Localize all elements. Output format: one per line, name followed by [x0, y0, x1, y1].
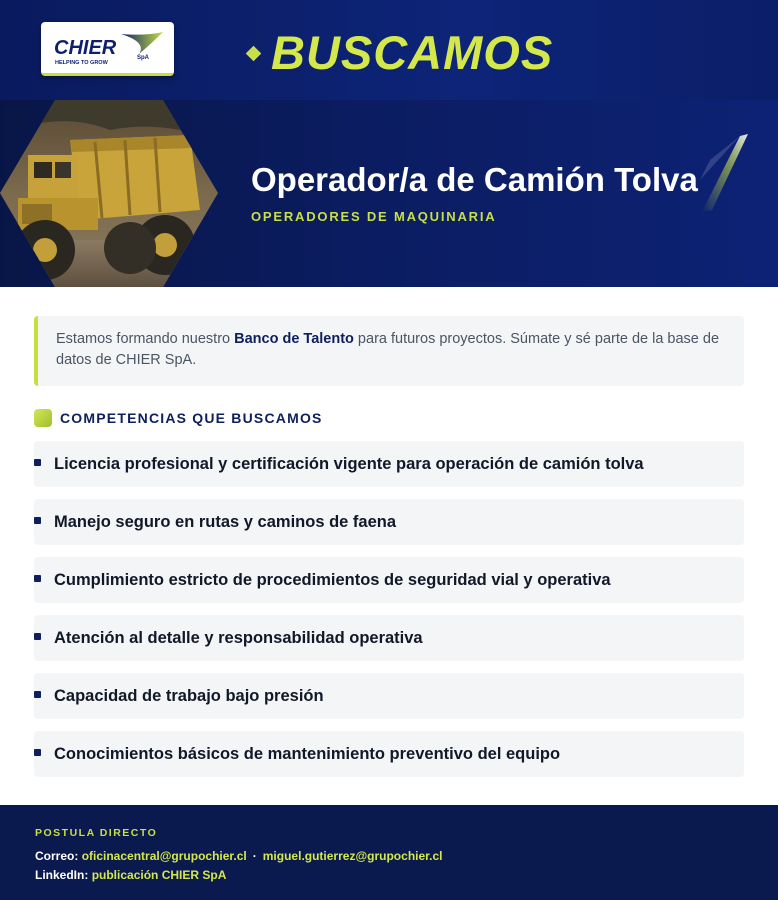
bullet-icon	[34, 575, 41, 582]
job-subtitle: OPERADORES DE MAQUINARIA	[251, 209, 497, 224]
headline: BUSCAMOS	[271, 25, 554, 79]
logo-swoosh-icon	[51, 30, 166, 70]
competency-text: Manejo seguro en rutas y caminos de faena	[54, 512, 397, 531]
footer-label: POSTULA DIRECTO	[35, 827, 158, 839]
list-item	[34, 557, 744, 603]
list-item	[34, 673, 744, 719]
intro-highlight: Banco de Talento	[234, 331, 354, 347]
intro-text-before: Estamos formando nuestro	[56, 331, 235, 347]
truck-photo	[0, 100, 218, 287]
email-link-miguel[interactable]: miguel.gutierrez@grupochier.cl	[262, 849, 443, 863]
competency-text: Conocimientos básicos de mantenimiento preventivo del equipo	[54, 744, 561, 763]
competencies-list	[34, 441, 744, 789]
list-item	[34, 499, 744, 545]
bullet-icon	[34, 459, 41, 466]
competencies-header	[34, 409, 323, 427]
bullet-icon	[34, 691, 41, 698]
competency-text: Licencia profesional y certificación vigente para operación de camión tolva	[54, 454, 644, 473]
competencies-title: COMPETENCIAS QUE BUSCAMOS	[60, 410, 323, 426]
logo-tagline: HELPING TO GROW	[55, 60, 108, 66]
square-icon	[34, 409, 52, 427]
competency-text: Atención al detalle y responsabilidad operativa	[54, 628, 423, 647]
headline-group	[248, 24, 553, 80]
intro-text-after: para futuros proyectos. Súmate y sé parte de la base de datos de CHIER SpA.	[56, 331, 720, 368]
job-title: Operador/a de Camión Tolva	[251, 161, 698, 198]
linkedin-label: LinkedIn:	[35, 868, 89, 882]
company-logo[interactable]	[41, 22, 174, 76]
competency-text: Capacidad de trabajo bajo presión	[54, 686, 324, 705]
bullet-icon	[34, 749, 41, 756]
logo-text: CHIER	[54, 37, 117, 59]
flare-icon	[690, 130, 750, 220]
intro-callout	[34, 316, 744, 386]
footer-email-line	[35, 847, 778, 866]
list-item	[34, 615, 744, 661]
footer-contact	[0, 805, 778, 900]
bullet-icon	[34, 517, 41, 524]
logo-suffix: SpA	[137, 55, 149, 61]
competency-text: Cumplimiento estricto de procedimientos de seguridad vial y operativa	[54, 570, 611, 589]
list-item	[34, 731, 744, 777]
email-label: Correo:	[35, 849, 79, 863]
bullet-icon	[34, 633, 41, 640]
header-banner	[0, 0, 778, 287]
diamond-icon	[246, 45, 262, 61]
footer-linkedin-line	[35, 866, 778, 885]
email-link-central[interactable]: oficinacentral@grupochier.cl	[81, 849, 247, 863]
linkedin-link[interactable]: publicación CHIER SpA	[91, 868, 227, 882]
list-item	[34, 441, 744, 487]
email-separator: ·	[252, 849, 257, 863]
